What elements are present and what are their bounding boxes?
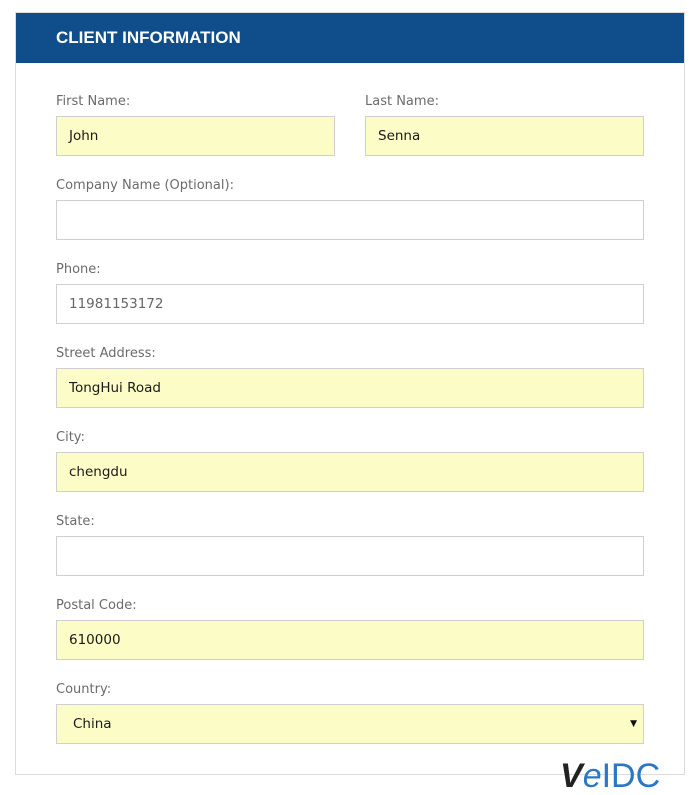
- street-address-label: Street Address:: [56, 346, 156, 361]
- country-select-value: China: [73, 716, 112, 732]
- logo-v: V: [560, 757, 583, 795]
- company-name-label: Company Name (Optional):: [56, 178, 234, 193]
- last-name-field: [365, 93, 644, 156]
- client-information-panel: [15, 12, 685, 775]
- veidc-logo: [560, 758, 660, 794]
- street-address-field: [56, 345, 644, 408]
- logo-idc: IDC: [601, 757, 661, 795]
- country-field: [56, 681, 644, 744]
- phone-field: [56, 261, 644, 324]
- postal-code-field: [56, 597, 644, 660]
- country-select[interactable]: [56, 704, 644, 744]
- first-name-field: [56, 93, 335, 156]
- postal-code-input[interactable]: 610000: [56, 620, 644, 660]
- caret-down-icon: ▼: [630, 719, 637, 729]
- first-name-input[interactable]: John: [56, 116, 335, 156]
- state-field: [56, 513, 644, 576]
- company-name-input[interactable]: [56, 200, 644, 240]
- city-label: City:: [56, 430, 85, 445]
- panel-title: CLIENT INFORMATION: [16, 13, 684, 63]
- state-input[interactable]: [56, 536, 644, 576]
- city-input[interactable]: chengdu: [56, 452, 644, 492]
- first-name-label: First Name:: [56, 94, 131, 109]
- country-label: Country:: [56, 682, 112, 697]
- state-label: State:: [56, 514, 95, 529]
- last-name-input[interactable]: Senna: [365, 116, 644, 156]
- last-name-label: Last Name:: [365, 94, 439, 109]
- postal-code-label: Postal Code:: [56, 598, 137, 613]
- company-name-field: [56, 177, 644, 240]
- phone-input[interactable]: 11981153172: [56, 284, 644, 324]
- street-address-input[interactable]: TongHui Road: [56, 368, 644, 408]
- city-field: [56, 429, 644, 492]
- logo-e: e: [582, 757, 602, 795]
- phone-label: Phone:: [56, 262, 101, 277]
